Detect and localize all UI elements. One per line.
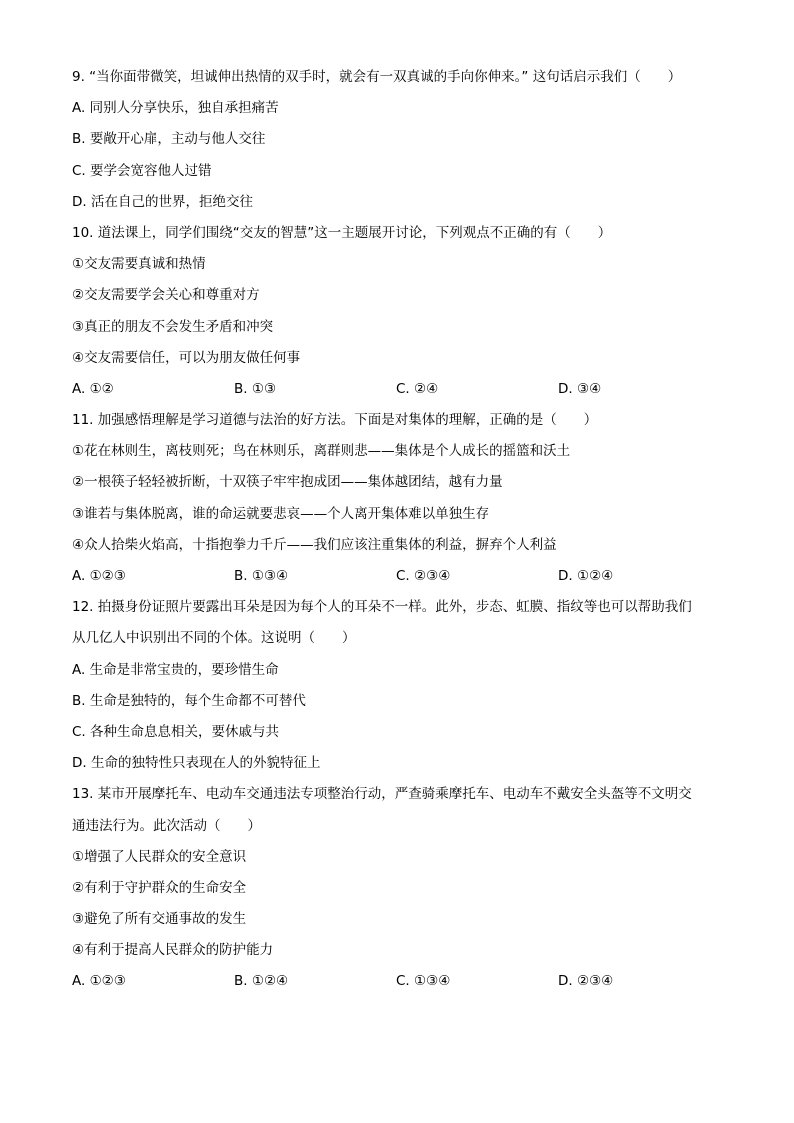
statement-item: ③谁若与集体脱离，谁的命运就要悲哀——个人离开集体难以单独生存: [72, 505, 490, 522]
statement-item: ④有利于提高人民群众的防护能力: [72, 942, 274, 959]
statement-item: ①交友需要真诚和热情: [72, 256, 206, 273]
option-a: A. ①②: [72, 380, 114, 397]
question-13: [72, 779, 732, 997]
option-d: D. ③④: [558, 380, 602, 397]
question-stem: 12. 拍摄身份证照片要露出耳朵是因为每个人的耳朵不一样。此外，步态、虹膜、指纹等也可以帮助我们: [72, 599, 692, 616]
option-b: B. ①③④: [234, 568, 289, 584]
option-d: D. 活在自己的世界，拒绝交往: [72, 193, 253, 210]
question-10: [72, 218, 732, 405]
question-stem: 9. “当你面带微笑，坦诚伸出热情的双手时，就会有一双真诚的手向你伸来。” 这句话启示我们（ ）: [72, 69, 682, 85]
question-12: [72, 592, 732, 779]
options-row: [72, 966, 732, 997]
options-row: [72, 561, 732, 592]
option-a: A. ①②③: [72, 568, 126, 584]
statement-item: ①增强了人民群众的安全意识: [72, 848, 247, 865]
option-c: C. 各种生命息息相关，要休戚与共: [72, 723, 280, 740]
option-a: A. 同别人分享快乐，独自承担痛苦: [72, 100, 279, 117]
option-a: A. 生命是非常宝贵的，要珍惜生命: [72, 661, 279, 678]
statement-item: ①花在林则生，离枝则死；鸟在林则乐，离群则悲——集体是个人成长的摇篮和沃土: [72, 443, 571, 460]
option-c: C. 要学会宽容他人过错: [72, 162, 212, 179]
option-b: B. 要敞开心扉，主动与他人交往: [72, 131, 266, 148]
statement-item: ②交友需要学会关心和尊重对方: [72, 287, 260, 304]
statement-item: ③避免了所有交通事故的发生: [72, 911, 247, 928]
option-b: B. ①③: [234, 380, 277, 397]
option-d: D. 生命的独特性只表现在人的外貌特征上: [72, 755, 321, 772]
question-11: [72, 405, 732, 592]
question-stem: 10. 道法课上，同学们围绕“交友的智慧”这一主题展开讨论，下列观点不正确的有（ ）: [72, 224, 612, 241]
question-9: [72, 62, 732, 218]
option-c: C. ②④: [396, 380, 439, 397]
statement-item: ③真正的朋友不会发生矛盾和冲突: [72, 318, 274, 335]
statement-item: ④众人拾柴火焰高，十指抱拳力千斤——我们应该注重集体的利益，摒弃个人利益: [72, 536, 557, 553]
statement-item: ②有利于守护群众的生命安全: [72, 879, 247, 896]
option-c: C. ②③④: [396, 568, 451, 584]
options-row: [72, 374, 732, 405]
question-stem: 11. 加强感悟理解是学习道德与法治的好方法。下面是对集体的理解，正确的是（ ）: [72, 412, 598, 429]
option-b: B. ①②④: [234, 973, 289, 990]
question-stem-continued: 通违法行为。此次活动（ ）: [72, 817, 261, 834]
option-c: C. ①③④: [396, 973, 451, 990]
statement-item: ④交友需要信任，可以为朋友做任何事: [72, 349, 301, 366]
question-stem: 13. 某市开展摩托车、电动车交通违法专项整治行动，严查骑乘摩托车、电动车不戴安全头盔等不文明交: [72, 786, 692, 803]
exam-page: [72, 62, 732, 998]
option-d: D. ①②④: [558, 568, 614, 584]
option-b: B. 生命是独特的，每个生命都不可替代: [72, 692, 306, 709]
option-d: D. ②③④: [558, 973, 614, 990]
statement-item: ②一根筷子轻轻被折断，十双筷子牢牢抱成团——集体越团结，越有力量: [72, 474, 503, 491]
question-stem-continued: 从几亿人中识别出不同的个体。这说明（ ）: [72, 630, 356, 647]
option-a: A. ①②③: [72, 973, 126, 990]
